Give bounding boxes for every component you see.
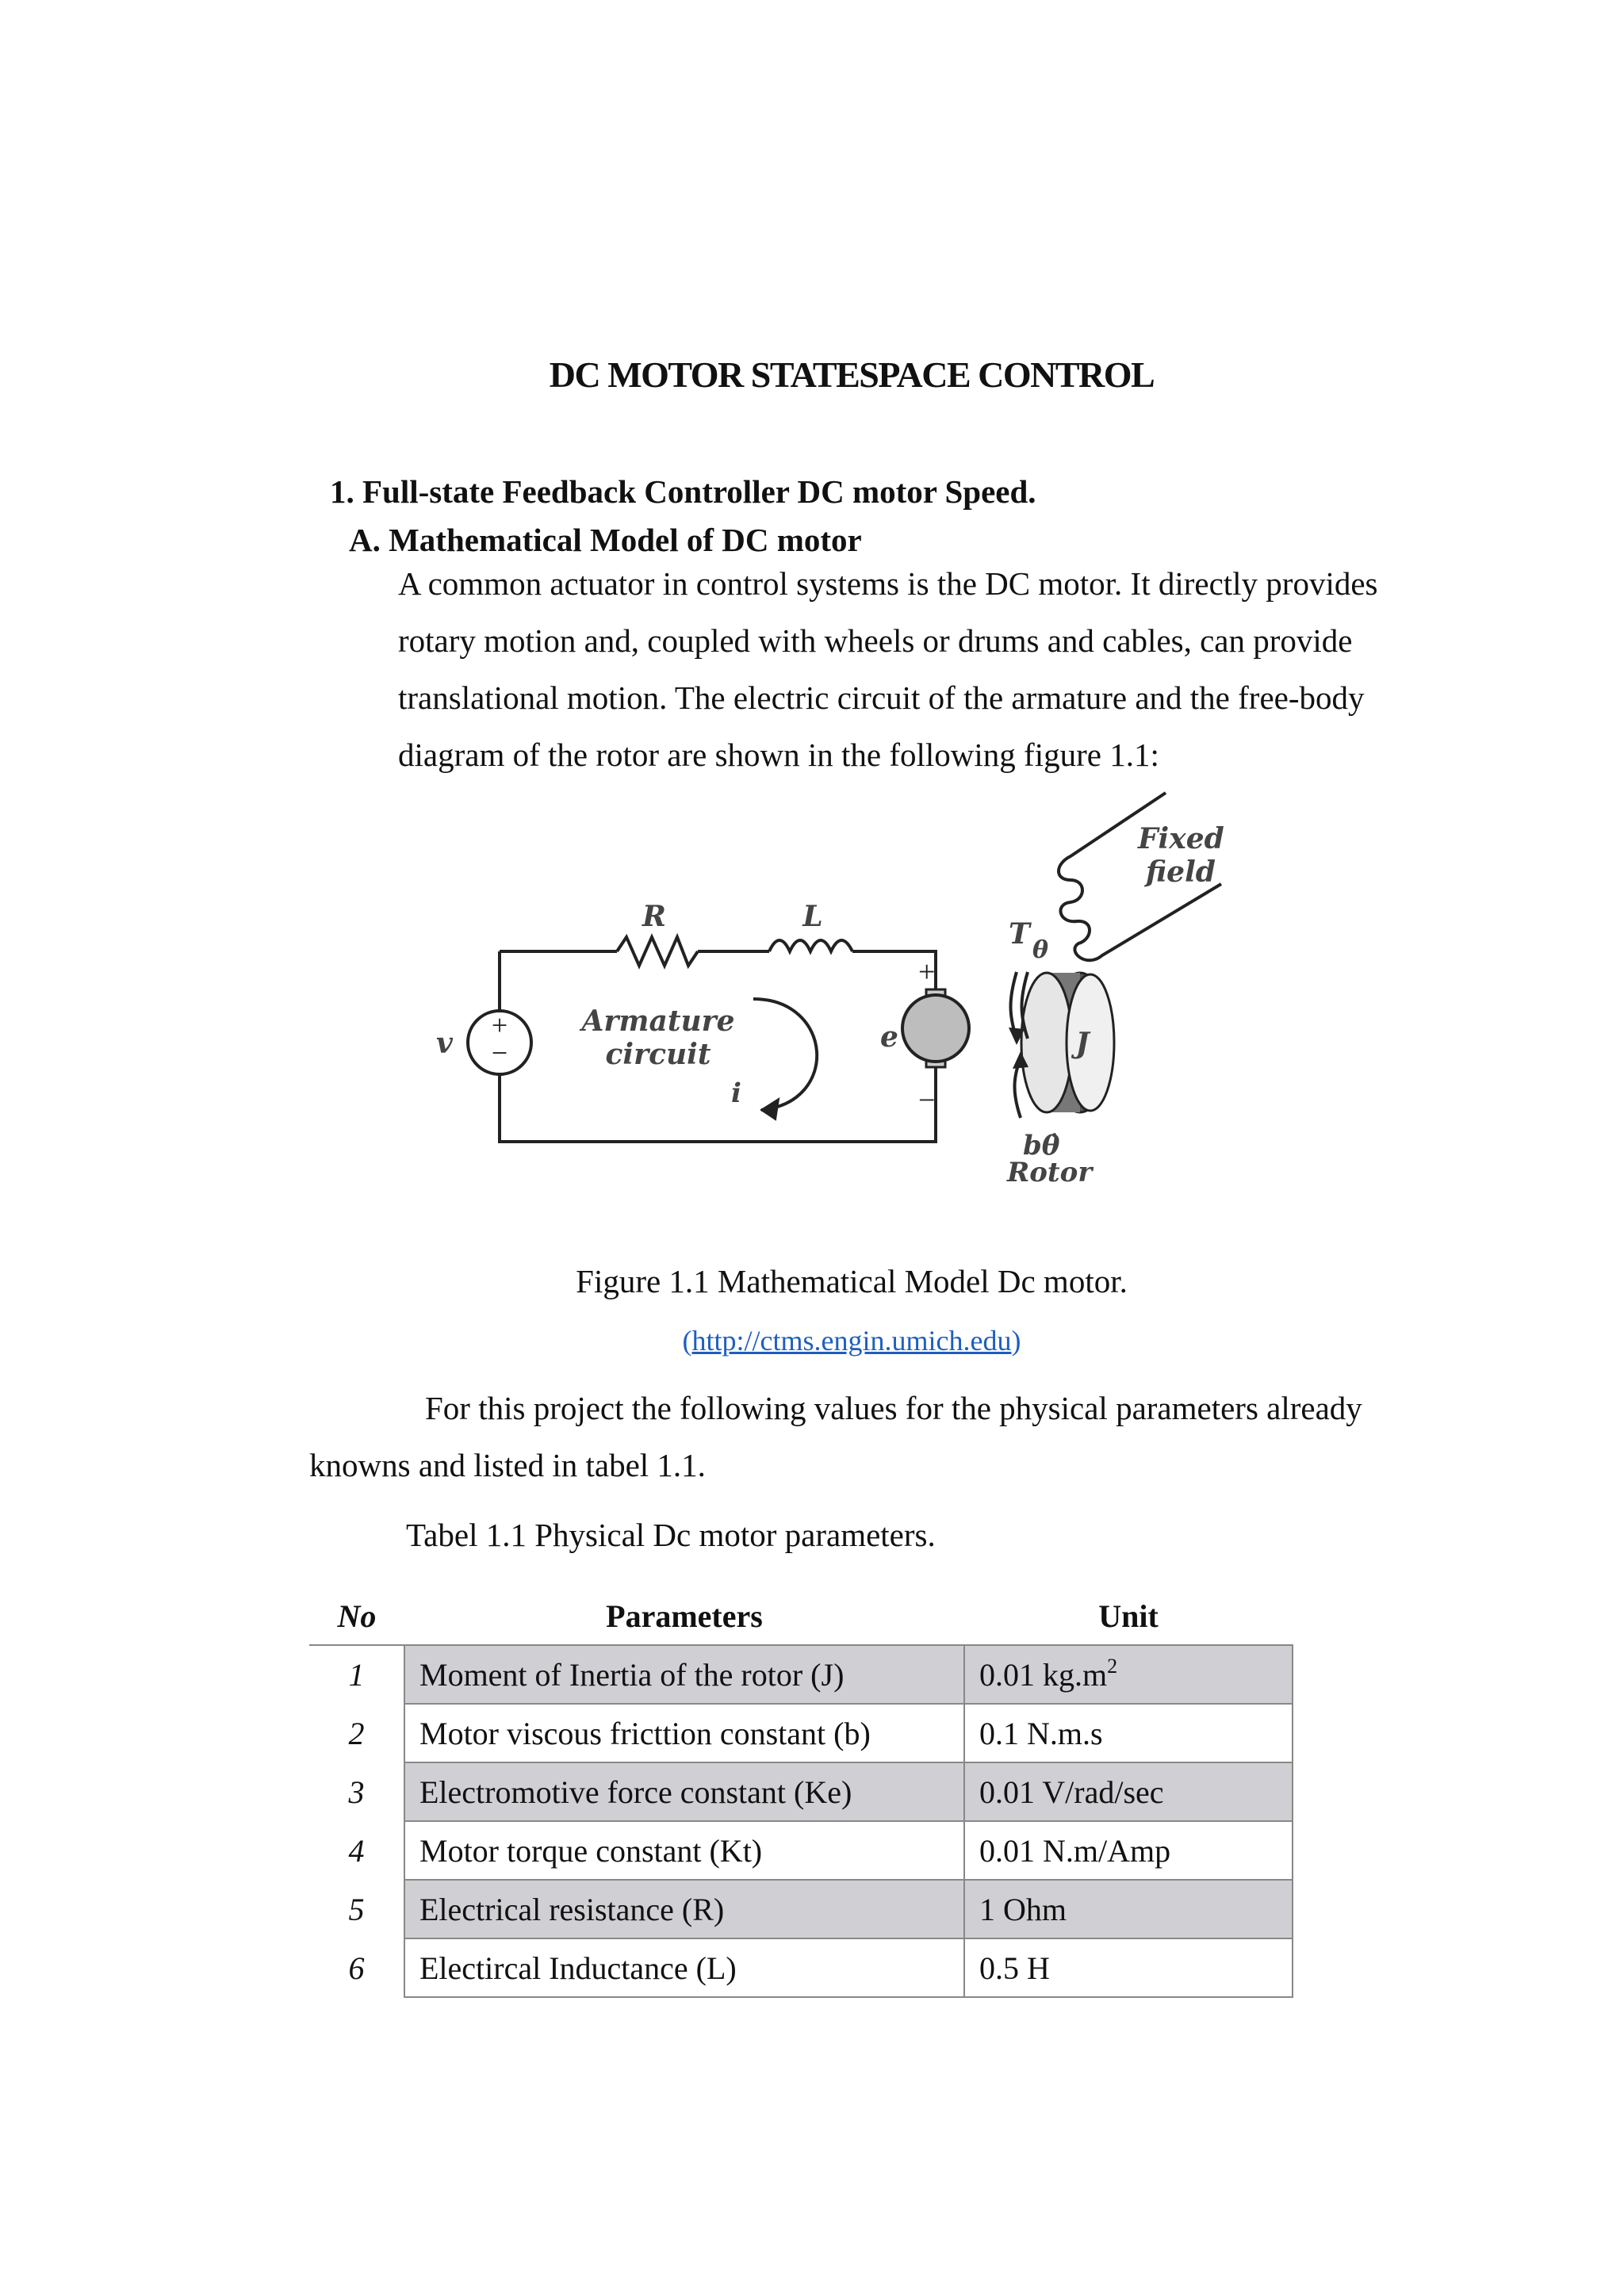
row-unit: [964, 1645, 1293, 1704]
paragraph-line: knowns and listed in tabel 1.1.: [309, 1447, 706, 1483]
label-v: v: [436, 1027, 453, 1060]
figure-caption: Figure 1.1 Mathematical Model Dc motor.: [576, 1263, 1128, 1299]
parameters-paragraph: [309, 1380, 1435, 1494]
label-J: J: [1075, 1027, 1090, 1060]
paragraph-line: diagram of the rotor are shown in the following figure 1.1:: [398, 737, 1159, 773]
label-b-theta-dot: bθ̇: [1023, 1130, 1060, 1161]
row-unit-superscript: 2: [1107, 1654, 1118, 1678]
row-number: 4: [309, 1821, 404, 1880]
source-plus: +: [491, 1009, 508, 1041]
row-number: 2: [309, 1704, 404, 1762]
row-unit: 0.5 H: [964, 1938, 1293, 1997]
row-number: 6: [309, 1938, 404, 1997]
table-caption: Tabel 1.1 Physical Dc motor parameters.: [406, 1517, 936, 1553]
header-parameters: Parameters: [606, 1598, 763, 1634]
row-parameter: Electrical resistance (R): [404, 1880, 964, 1938]
inductor-symbol: [769, 940, 852, 951]
resistor-symbol: [617, 937, 698, 966]
table-row: [309, 1821, 1293, 1880]
section-heading-1: 1. Full-state Feedback Controller DC motor Speed.: [330, 473, 1036, 510]
source-minus: −: [491, 1037, 508, 1069]
source-close-paren: ): [1011, 1325, 1021, 1357]
paragraph-line: For this project the following values for the physical parameters already: [425, 1390, 1362, 1426]
row-unit: 0.01 V/rad/sec: [964, 1762, 1293, 1821]
row-parameter: Electromotive force constant (Ke): [404, 1762, 964, 1821]
label-theta: θ: [1032, 936, 1049, 964]
label-field: field: [1146, 855, 1216, 889]
table-row: [309, 1938, 1293, 1997]
paragraph-line: A common actuator in control systems is the DC motor. It directly provides: [398, 565, 1378, 602]
row-unit: 0.01 N.m/Amp: [964, 1821, 1293, 1880]
header-no: No: [337, 1598, 377, 1634]
source-link[interactable]: http://ctms.engin.umich.edu: [691, 1325, 1012, 1357]
parameters-table: [309, 1587, 1293, 1998]
intro-paragraph: [398, 555, 1421, 783]
label-circuit: circuit: [605, 1038, 711, 1071]
row-number: 5: [309, 1880, 404, 1938]
paragraph-line: rotary motion and, coupled with wheels or drums and cables, can provide: [398, 622, 1353, 659]
document-title: DC MOTOR STATESPACE CONTROL: [549, 354, 1155, 395]
label-motor-minus: −: [918, 1084, 936, 1117]
row-parameter: Motor viscous fricttion constant (b): [404, 1704, 964, 1762]
row-unit: 0.1 N.m.s: [964, 1704, 1293, 1762]
label-fixed: Fixed: [1138, 822, 1224, 855]
label-armature: Armature: [581, 1004, 735, 1038]
table-header-row: [309, 1587, 1293, 1645]
row-unit: 1 Ohm: [964, 1880, 1293, 1938]
header-unit: Unit: [1098, 1598, 1159, 1634]
motor-symbol: [902, 989, 969, 1067]
rotor-disk: [1021, 973, 1114, 1112]
voltage-source-symbol: [468, 1009, 531, 1074]
row-parameter: Moment of Inertia of the rotor (J): [404, 1645, 964, 1704]
table-row: [309, 1645, 1293, 1704]
row-number: 1: [309, 1645, 404, 1704]
label-R: R: [642, 900, 666, 933]
row-parameter: Motor torque constant (Kt): [404, 1821, 964, 1880]
source-open-paren: (: [682, 1325, 692, 1357]
dc-motor-diagram: [420, 785, 1308, 1197]
label-motor-plus: +: [918, 955, 936, 989]
table-row: [309, 1762, 1293, 1821]
figure-source: [0, 1324, 1624, 1357]
label-e: e: [880, 1020, 898, 1054]
row-unit-value: 0.01 kg.m: [979, 1656, 1108, 1693]
armature-circuit-wires: [500, 951, 936, 1142]
label-L: L: [802, 900, 823, 933]
paragraph-line: translational motion. The electric circuit of the armature and the free-body: [398, 679, 1365, 716]
table-row: [309, 1704, 1293, 1762]
label-T: T: [1009, 917, 1030, 951]
row-parameter: Electircal Inductance (L): [404, 1938, 964, 1997]
table-row: [309, 1880, 1293, 1938]
row-number: 3: [309, 1762, 404, 1821]
current-arrow: [753, 999, 817, 1110]
subsection-heading-a: A. Mathematical Model of DC motor: [349, 522, 862, 558]
label-i: i: [731, 1077, 741, 1109]
current-arrowhead: [761, 1099, 779, 1119]
label-rotor: Rotor: [1007, 1157, 1093, 1188]
